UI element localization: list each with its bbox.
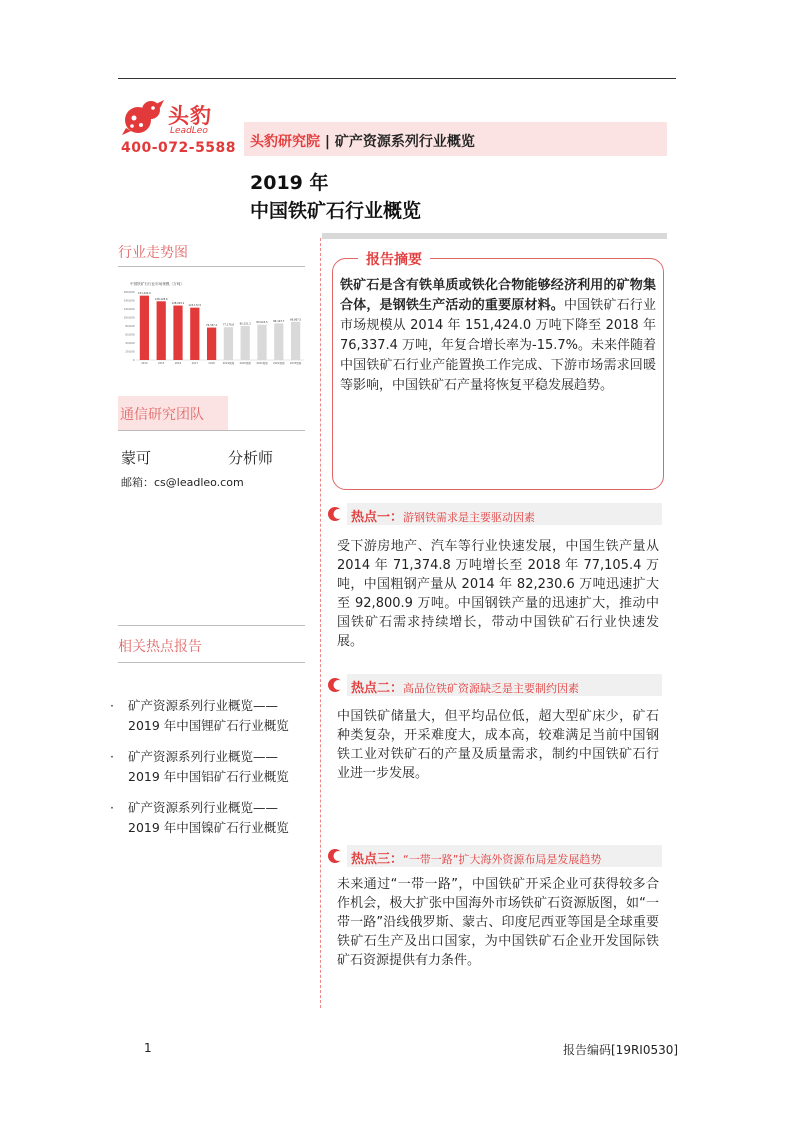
bar-value-label: 138,128.6 — [154, 297, 168, 301]
hotspot-2-title: 热点二：高品位铁矿资源缺乏是主要制约因素 — [351, 681, 580, 696]
bar-2015 — [157, 301, 166, 360]
y-tick-label: 140,000 — [123, 299, 135, 303]
summary-heading: 报告摘要 — [358, 249, 430, 269]
member-role: 分析师 — [228, 449, 274, 467]
report-title: 中国铁矿石行业概览 — [250, 200, 422, 222]
banner-separator: | — [324, 134, 330, 150]
bar-value-label: 80,151.3 — [239, 322, 251, 326]
report-year: 2019 年 — [250, 172, 329, 194]
bar-2022预测 — [274, 323, 283, 360]
y-tick-label: 100,000 — [123, 316, 135, 320]
summary-bold: 铁矿石是含有铁单质或铁化合物能够经济利用的矿物集合体，是钢铁生产活动的重要原材料。 — [340, 278, 656, 313]
banner-series: 矿产资源系列行业概览 — [334, 134, 475, 150]
related-top-rule — [118, 625, 305, 626]
crescent-icon — [327, 677, 343, 693]
related-heading: 相关热点报告 — [118, 639, 202, 655]
x-tick-label: 2018 — [208, 362, 215, 365]
member-name: 蒙可 — [121, 449, 152, 467]
hotspot-1-body: 受下游房地产、汽车等行业快速发展，中国生铁产量从 2014 年 71,374.8 万吨增长至 2018 年 77,105.4 万吨，中国粗钢产量从 2014 年 82,230.6 万吨迅速扩大至 92,800.9 万吨。中国钢铁产量的迅速扩大，推动中国铁矿石需求持续增长，带动中国铁矿石行业快速发展。 — [337, 539, 659, 649]
trend-chart — [118, 278, 308, 370]
bar-2021预测 — [257, 325, 266, 360]
banner-brand: 头豹研究院 — [250, 134, 320, 150]
x-tick-label: 2021预测 — [256, 362, 268, 365]
trend-heading: 行业走势图 — [118, 245, 188, 261]
bar-value-label: 123,172.5 — [188, 304, 202, 308]
bar-value-label: 77,176.8 — [222, 323, 234, 327]
crescent-icon — [327, 506, 343, 522]
hotspot-3-title: 热点三：“一带一路”扩大海外资源布局是发展趋势 — [351, 852, 602, 867]
x-tick-label: 2015 — [158, 362, 165, 365]
banner-text — [250, 131, 475, 151]
x-tick-label: 2020预测 — [239, 362, 251, 365]
hotspot-3-body: 未来通过“一带一路”，中国铁矿开采企业可获得较多合作机会，极大扩张中国海外市场铁矿石资源版图，如“一带一路”沿线俄罗斯、蒙古、印度尼西亚等国是全球重要铁矿石生产及出口国家，为中国铁矿石企业开发国际铁矿石资源提供有力条件。 — [337, 877, 659, 968]
trend-rule — [118, 266, 305, 267]
chart-title: 中国铁矿石行业市场规模（万吨） — [130, 282, 184, 286]
bar-2014 — [140, 296, 149, 360]
team-rule — [118, 430, 305, 431]
bar-2023预测 — [291, 322, 300, 360]
bar-2019预测 — [224, 327, 233, 360]
y-tick-label: 120,000 — [123, 308, 135, 311]
phone-number: 400-072-5588 — [121, 140, 237, 156]
x-tick-label: 2017 — [191, 362, 198, 365]
report-code: 报告编码[19RI0530] — [563, 1043, 679, 1057]
summary-top-bar — [322, 233, 667, 239]
column-divider — [320, 238, 321, 1008]
bar-value-label: 89,867.5 — [290, 318, 302, 322]
leopard-logo-icon — [122, 98, 166, 136]
y-tick-label: 80,000 — [125, 325, 135, 328]
logo-chinese: 头豹 — [168, 104, 212, 128]
related-report-lithium[interactable]: · 矿产资源系列行业概览—— 2019 年中国锂矿石行业概览 — [110, 698, 289, 733]
bar-value-label: 76,337.4 — [206, 324, 218, 328]
y-tick-label: 60,000 — [125, 333, 135, 337]
bar-2017 — [190, 308, 199, 360]
team-heading: 通信研究团队 — [120, 407, 204, 423]
summary-text — [340, 276, 656, 396]
y-tick-label: 160,000 — [123, 291, 135, 294]
y-tick-label: 40,000 — [125, 342, 135, 345]
x-tick-label: 2019预测 — [222, 362, 235, 365]
x-tick-label: 2022预测 — [273, 362, 285, 365]
bar-value-label: 128,093.2 — [171, 302, 185, 306]
bar-value-label: 83,024.5 — [256, 321, 268, 325]
hotspot-2-body: 中国铁矿储量大，但平均品位低，超大型矿床少，矿石种类复杂，开采难度大，成本高，较难满足当前中国钢铁工业对铁矿石的产量及质量需求，制约中国铁矿石行业进一步发展。 — [337, 709, 659, 781]
bar-2016 — [173, 306, 182, 360]
member-email[interactable]: 邮箱：cs@leadleo.com — [121, 476, 244, 489]
hotspot-1-title: 热点一：游钢铁需求是主要驱动因素 — [351, 510, 536, 525]
x-tick-label: 2014 — [141, 362, 148, 365]
y-tick-label: 20,000 — [125, 350, 135, 354]
y-tick-label: 0 — [132, 359, 135, 362]
x-tick-label: 2023预测 — [289, 362, 302, 365]
page-number: 1 — [144, 1041, 152, 1055]
x-tick-label: 2016 — [174, 362, 182, 365]
crescent-icon — [327, 848, 343, 864]
top-rule — [118, 78, 676, 79]
related-report-aluminium[interactable]: · 矿产资源系列行业概览—— 2019 年中国铝矿石行业概览 — [110, 749, 289, 784]
summary-body: 中国铁矿石行业市场规模从 2014 年 151,424.0 万吨下降至 2018 年 76,337.4 万吨，年复合增长率为-15.7%。未来伴随着中国铁矿石行业产能置换工作完成、下游市场需求回暖等影响，中国铁矿石产量将恢复平稳发展趋势。 — [340, 298, 657, 393]
bar-value-label: 86,123.7 — [273, 319, 285, 323]
bar-value-label: 151,424.0 — [138, 292, 151, 296]
bar-2018 — [207, 328, 216, 360]
bar-2020预测 — [241, 326, 250, 360]
logo-english: LeadLeo — [170, 126, 208, 136]
related-rule — [118, 662, 305, 663]
related-report-nickel[interactable]: · 矿产资源系列行业概览—— 2019 年中国镍矿石行业概览 — [110, 800, 289, 835]
